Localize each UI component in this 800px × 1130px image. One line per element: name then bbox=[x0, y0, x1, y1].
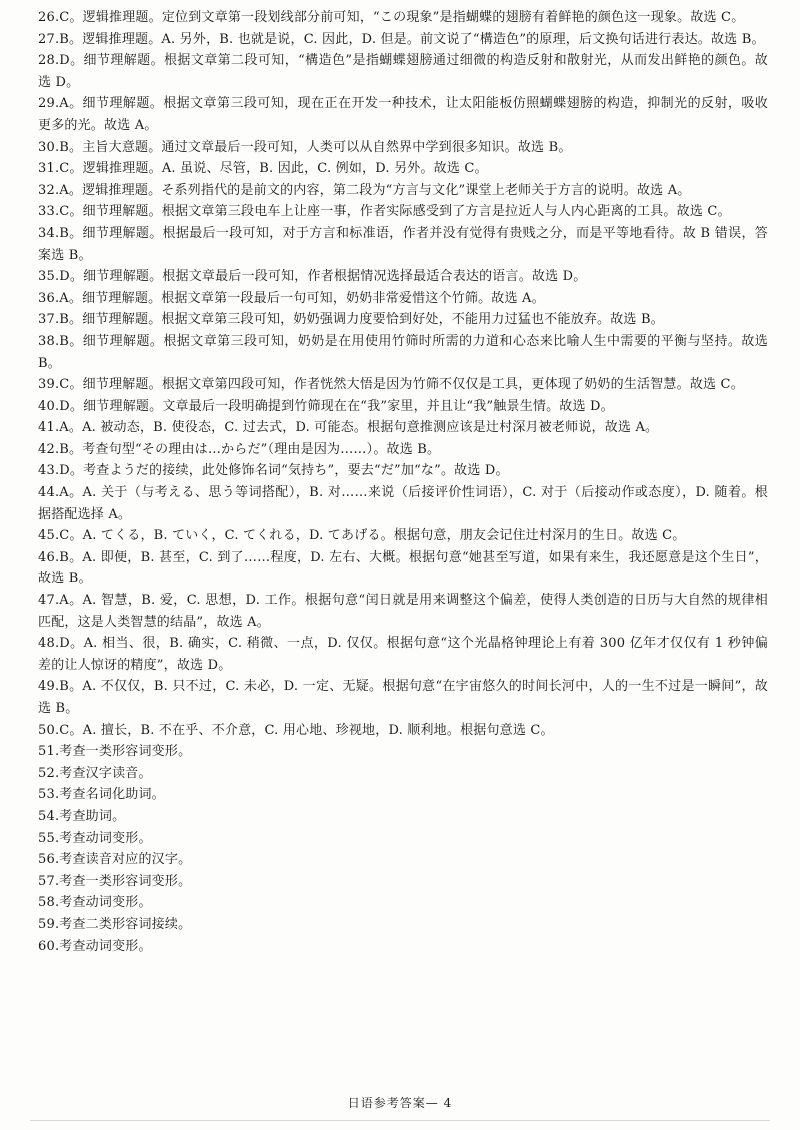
answer-number: 34. bbox=[38, 225, 60, 241]
answer-item bbox=[38, 784, 768, 806]
answer-explanation: D。细节理解题。根据文章第二段可知，“構造色”是指蝴蝶翅膀通过细微的构造反射和散射光，从而发出鲜艳的颜色。故选 D。 bbox=[38, 53, 768, 90]
answer-explanation: A。A. 被动态，B. 使役态，C. 过去式，D. 可能态。根据句意推测应该是辻村深月被老师说，故选 A。 bbox=[59, 420, 659, 436]
answer-number: 44. bbox=[38, 485, 60, 501]
answer-number: 37. bbox=[38, 312, 60, 328]
answer-explanation: 考查动词变形。 bbox=[59, 938, 152, 954]
answer-number: 52. bbox=[38, 765, 60, 781]
answer-item bbox=[38, 871, 768, 893]
answer-number: 57. bbox=[38, 873, 60, 889]
answer-number: 49. bbox=[38, 679, 60, 695]
answer-item bbox=[38, 396, 768, 418]
answer-explanation: D。考查ようだ的接续，此处修饰名词“気持ち”，要去“だ”加“な”。故选 D。 bbox=[59, 463, 509, 479]
answer-item bbox=[38, 266, 768, 288]
answer-explanation: B。A. 即便，B. 甚至，C. 到了……程度，D. 左右、大概。根据句意“她甚至写道，如果有来生，我还愿意是这个生日”，故选 B。 bbox=[38, 549, 768, 587]
answer-item bbox=[38, 223, 768, 266]
page-bottom-rule bbox=[30, 1120, 770, 1121]
answer-number: 50. bbox=[38, 722, 60, 738]
answer-item bbox=[38, 806, 768, 828]
answer-number: 30. bbox=[38, 139, 60, 155]
answer-item bbox=[38, 849, 768, 871]
answer-item bbox=[38, 374, 768, 396]
answer-item bbox=[38, 288, 768, 310]
answer-number: 43. bbox=[38, 463, 60, 479]
answer-explanation: B。逻辑推理题。A. 另外，B. 也就是说，C. 因此，D. 但是。前文说了“構造色”的原理，后文换句话进行表达。故选 B。 bbox=[59, 31, 765, 47]
answer-item bbox=[38, 547, 768, 590]
answer-item bbox=[38, 137, 768, 159]
answer-number: 47. bbox=[38, 593, 60, 609]
answer-number: 56. bbox=[38, 852, 60, 868]
answer-explanation: 考查汉字读音。 bbox=[59, 765, 152, 781]
answer-explanation: B。考查句型“その理由は…からだ”（理由是因为……）。故选 B。 bbox=[59, 441, 441, 457]
answer-number: 31. bbox=[38, 161, 60, 177]
answer-number: 33. bbox=[38, 204, 60, 220]
answer-explanation: 考查一类形容词变形。 bbox=[59, 873, 192, 889]
answer-number: 36. bbox=[38, 290, 60, 306]
answer-item bbox=[38, 525, 768, 547]
answer-item bbox=[38, 7, 768, 29]
answer-item bbox=[38, 892, 768, 914]
answer-item bbox=[38, 331, 768, 374]
answer-item bbox=[38, 439, 768, 461]
answer-item bbox=[38, 50, 768, 93]
answer-number: 41. bbox=[38, 420, 60, 436]
answer-item bbox=[38, 417, 768, 439]
answer-item bbox=[38, 741, 768, 763]
answer-item bbox=[38, 158, 768, 180]
answer-number: 54. bbox=[38, 808, 60, 824]
answer-explanation: 考查动词变形。 bbox=[59, 830, 152, 846]
answer-explanation: C。A. 擅长，B. 不在乎、不介意，C. 用心地、珍视地，D. 顺利地。根据句意选 C。 bbox=[59, 722, 554, 738]
answer-explanation: 考查动词变形。 bbox=[59, 895, 152, 911]
answer-number: 29. bbox=[38, 96, 60, 112]
answer-item bbox=[38, 93, 768, 136]
answer-explanation: B。主旨大意题。通过文章最后一段可知，人类可以从自然界中学到很多知识。故选 B。 bbox=[59, 139, 572, 155]
answer-list bbox=[38, 7, 768, 957]
answer-explanation: D。细节理解题。根据文章最后一段可知，作者根据情况选择最适合表达的语言。故选 D。 bbox=[59, 269, 587, 285]
answer-item bbox=[38, 633, 768, 676]
answer-number: 28. bbox=[38, 53, 60, 69]
answer-number: 39. bbox=[38, 377, 60, 393]
answer-item bbox=[38, 828, 768, 850]
answer-item bbox=[38, 482, 768, 525]
answer-explanation: B。细节理解题。根据最后一段可知，对于方言和标准语，作者并没有觉得有贵贱之分，而是平等地看待。故 B 错误，答案选 B。 bbox=[38, 225, 768, 263]
answer-explanation: 考查助词。 bbox=[59, 808, 126, 824]
answer-number: 35. bbox=[38, 269, 60, 285]
answer-explanation: 考查二类形容词接续。 bbox=[59, 916, 192, 932]
answer-number: 59. bbox=[38, 916, 60, 932]
answer-explanation: C。细节理解题。根据文章第三段电车上让座一事，作者实际感受到了方言是拉近人与人内心距离的工具。故选 C。 bbox=[59, 204, 731, 220]
answer-item bbox=[38, 720, 768, 742]
answer-number: 27. bbox=[38, 31, 60, 47]
answer-explanation: B。细节理解题。根据文章第三段可知，奶奶强调力度要恰到好处，不能用力过猛也不能放弃。故选 B。 bbox=[59, 312, 664, 328]
answer-number: 53. bbox=[38, 787, 60, 803]
answer-item bbox=[38, 460, 768, 482]
answer-item bbox=[38, 676, 768, 719]
answer-item bbox=[38, 763, 768, 785]
answer-explanation: B。A. 不仅仅，B. 只不过，C. 未必，D. 一定、无疑。根据句意“在宇宙悠久的时间长河中，人的一生不过是一瞬间”，故选 B。 bbox=[38, 679, 768, 716]
answer-number: 32. bbox=[38, 182, 60, 198]
answer-explanation: C。逻辑推理题。A. 虽说、尽管，B. 因此，C. 例如，D. 另外。故选 C。 bbox=[59, 161, 488, 177]
answer-explanation: 考查一类形容词变形。 bbox=[59, 744, 192, 760]
answer-item bbox=[38, 201, 768, 223]
answer-number: 42. bbox=[38, 441, 60, 457]
answer-explanation: A。A. 智慧，B. 爱，C. 思想，D. 工作。根据句意“闰日就是用来调整这个偏差，使得人类创造的日历与大自然的规律相匹配，这是人类智慧的结晶”，故选 A。 bbox=[38, 593, 768, 630]
answer-number: 55. bbox=[38, 830, 60, 846]
answer-number: 60. bbox=[38, 938, 60, 954]
answer-explanation: C。A. てくる，B. ていく，C. てくれる，D. てあげる。根据句意，朋友会记住辻村深月的生日。故选 C。 bbox=[59, 528, 686, 544]
answer-item bbox=[38, 914, 768, 936]
answer-number: 45. bbox=[38, 528, 60, 544]
answer-number: 48. bbox=[38, 636, 60, 652]
answer-explanation: A。A. 关于（与考える、思う等词搭配），B. 对……来说（后接评价性词语），C. 对于（后接动作或态度），D. 随着。根据搭配选择 A。 bbox=[38, 485, 768, 522]
answer-explanation: A。细节理解题。根据文章第三段可知，现在正在开发一种技术，让太阳能板仿照蝴蝶翅膀的构造，抑制光的反射，吸收更多的光。故选 A。 bbox=[38, 96, 768, 133]
answer-explanation: C。逻辑推理题。定位到文章第一段划线部分前可知，“この現象”是指蝴蝶的翅膀有着鲜艳的颜色这一现象。故选 C。 bbox=[59, 10, 745, 25]
answer-number: 38. bbox=[38, 333, 60, 349]
answer-item bbox=[38, 590, 768, 633]
answer-number: 46. bbox=[38, 549, 60, 565]
answer-item bbox=[38, 309, 768, 331]
answer-item bbox=[38, 180, 768, 202]
answer-number: 51. bbox=[38, 744, 60, 760]
answer-explanation: D。细节理解题。文章最后一段明确提到竹筛现在在“我”家里，并且让“我”触景生情。故选 D。 bbox=[59, 398, 614, 414]
answer-explanation: D。A. 相当、很，B. 确实，C. 稍微、一点，D. 仅仅。根据句意“这个光晶格钟理论上有着 300 亿年才仅仅有 1 秒钟偏差的让人惊讶的精度”，故选 D。 bbox=[38, 636, 768, 673]
answer-number: 26. bbox=[38, 10, 60, 25]
answer-explanation: 考查名词化助词。 bbox=[59, 787, 165, 803]
answer-explanation: A。细节理解题。根据文章第一段最后一句可知，奶奶非常爱惜这个竹筛。故选 A。 bbox=[59, 290, 545, 306]
answer-explanation: 考查读音对应的汉字。 bbox=[59, 852, 192, 868]
answer-item bbox=[38, 29, 768, 51]
answer-number: 58. bbox=[38, 895, 60, 911]
answer-explanation: C。细节理解题。根据文章第四段可知，作者恍然大悟是因为竹筛不仅仅是工具，更体现了奶奶的生活智慧。故选 C。 bbox=[59, 377, 744, 393]
page-footer: 日语参考答案— 4 bbox=[347, 1096, 453, 1110]
answer-number: 40. bbox=[38, 398, 60, 414]
answer-item bbox=[38, 936, 768, 958]
answer-explanation: A。逻辑推理题。そ系列指代的是前文的内容，第二段为“方言与文化”课堂上老师关于方言的说明。故选 A。 bbox=[59, 182, 691, 198]
answer-explanation: B。细节理解题。根据文章第三段可知，奶奶是在用使用竹筛时所需的力道和心态来比喻人生中需要的平衡与坚持。故选 B。 bbox=[38, 333, 768, 371]
